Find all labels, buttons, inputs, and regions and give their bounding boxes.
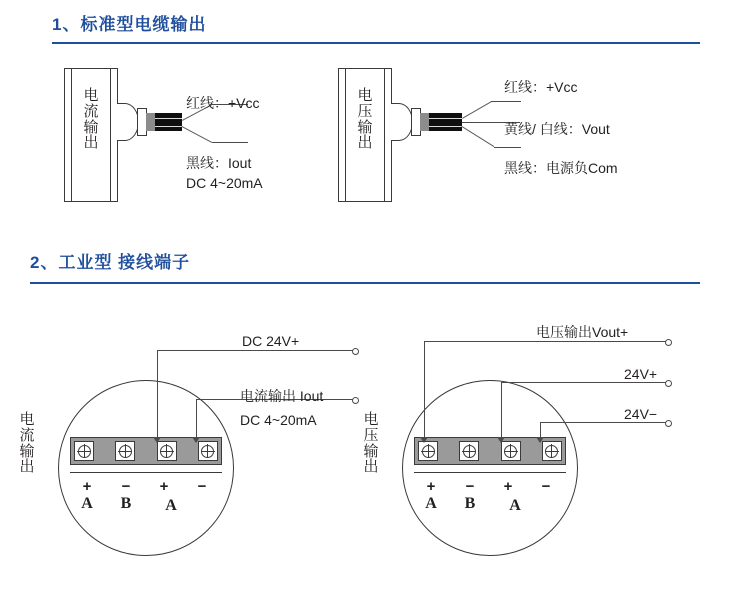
pin-name-1: A bbox=[425, 495, 437, 512]
terminal-block-4[interactable] bbox=[198, 441, 218, 461]
wire-arrow-down-icon bbox=[497, 437, 505, 443]
terminal-block-2[interactable] bbox=[459, 441, 479, 461]
sensor-neck bbox=[117, 103, 139, 141]
polarity-3: + bbox=[503, 478, 513, 495]
pin-name-2: B bbox=[464, 495, 476, 512]
terminal-screw-icon bbox=[504, 445, 517, 458]
housing-voltage bbox=[402, 380, 578, 556]
sensor-body-voltage-label: 电 压 输 出 bbox=[357, 87, 373, 152]
leader-black-wire-horizontal bbox=[212, 142, 248, 143]
cable-collar bbox=[420, 113, 429, 131]
polarity-2: − bbox=[121, 478, 131, 495]
current-output-label: 电流输出 Iout bbox=[240, 388, 324, 404]
section-1-title: 1、标准型电缆输出 bbox=[52, 15, 207, 34]
cable-highlight bbox=[429, 126, 462, 127]
wire-arrow-down-icon bbox=[192, 437, 200, 443]
leader-red-wire bbox=[462, 101, 492, 119]
cable-highlight bbox=[155, 118, 182, 119]
leader-black-wire-horizontal bbox=[494, 147, 521, 148]
terminal-block-4[interactable] bbox=[542, 441, 562, 461]
sensor-neck bbox=[391, 103, 413, 141]
dc24v-minus-label: 24V− bbox=[624, 406, 658, 422]
body-edge-line bbox=[345, 69, 346, 201]
pin-name-2: B bbox=[120, 495, 132, 512]
wire-arrow-down-icon bbox=[420, 437, 428, 443]
polarity-1: + bbox=[82, 478, 92, 495]
terminal-dot-24v-plus bbox=[665, 380, 672, 387]
terminal-screw-icon bbox=[201, 445, 214, 458]
body-edge-line bbox=[71, 69, 72, 201]
current-output-range: DC 4~20mA bbox=[240, 412, 317, 428]
cable-collar bbox=[146, 113, 155, 131]
housing-current bbox=[58, 380, 234, 556]
wire-iout-vertical bbox=[196, 399, 197, 440]
polarity-2: − bbox=[465, 478, 475, 495]
cable-highlight bbox=[429, 118, 462, 119]
red-wire-label: 红线：+Vcc bbox=[186, 95, 260, 111]
terminal-screw-icon bbox=[119, 445, 132, 458]
terminal-dot-24v-minus bbox=[665, 420, 672, 427]
section-2-divider bbox=[30, 282, 700, 284]
strip-baseline bbox=[70, 472, 222, 473]
terminal-block-1[interactable] bbox=[74, 441, 94, 461]
polarity-4: − bbox=[197, 478, 207, 495]
wire-dc24v-plus-vertical bbox=[157, 350, 158, 440]
pin-name-3: A bbox=[165, 497, 177, 514]
strip-baseline bbox=[414, 472, 566, 473]
terminal-dot-vout bbox=[665, 339, 672, 346]
section-1-divider bbox=[52, 42, 700, 44]
cable-highlight bbox=[155, 126, 182, 127]
dc24v-plus-label: 24V+ bbox=[624, 366, 658, 382]
terminal-dot-iout bbox=[352, 397, 359, 404]
leader-black-wire bbox=[461, 126, 494, 147]
polarity-3: + bbox=[159, 478, 169, 495]
red-wire-label: 红线：+Vcc bbox=[504, 79, 578, 95]
wire-arrow-down-icon bbox=[153, 437, 161, 443]
wire-arrow-down-icon bbox=[536, 437, 544, 443]
pin-name-3: A bbox=[509, 497, 521, 514]
wire-vout-vertical bbox=[424, 341, 425, 440]
terminal-dot-dc24v-plus bbox=[352, 348, 359, 355]
terminal-block-3[interactable] bbox=[501, 441, 521, 461]
polarity-4: − bbox=[541, 478, 551, 495]
terminal-block-3[interactable] bbox=[157, 441, 177, 461]
dc24v-plus-label: DC 24V+ bbox=[242, 333, 300, 349]
terminal-screw-icon bbox=[422, 445, 435, 458]
terminal-block-1[interactable] bbox=[418, 441, 438, 461]
voltage-output-label: 电压输出Vout+ bbox=[536, 324, 629, 340]
black-wire-range: DC 4~20mA bbox=[186, 175, 263, 191]
polarity-1: + bbox=[426, 478, 436, 495]
leader-red-wire-horizontal bbox=[491, 101, 521, 102]
housing-voltage-label: 电 压 输 出 bbox=[363, 411, 379, 476]
leader-black-wire bbox=[182, 126, 212, 143]
body-edge-line bbox=[384, 69, 385, 201]
terminal-screw-icon bbox=[463, 445, 476, 458]
black-wire-label: 黑线：电源负Com bbox=[504, 160, 618, 176]
pin-name-1: A bbox=[81, 495, 93, 512]
terminal-screw-icon bbox=[78, 445, 91, 458]
body-edge-line bbox=[110, 69, 111, 201]
terminal-screw-icon bbox=[160, 445, 173, 458]
section-2-title: 2、工业型 接线端子 bbox=[30, 253, 191, 272]
wire-24v-plus-vertical bbox=[501, 382, 502, 440]
terminal-screw-icon bbox=[545, 445, 558, 458]
housing-current-label: 电 流 输 出 bbox=[19, 411, 35, 476]
yellow-white-wire-label: 黄线/ 白线：Vout bbox=[504, 121, 610, 137]
terminal-block-2[interactable] bbox=[115, 441, 135, 461]
black-wire-label: 黑线：Iout bbox=[186, 155, 252, 171]
sensor-body-current-label: 电 流 输 出 bbox=[83, 87, 99, 152]
